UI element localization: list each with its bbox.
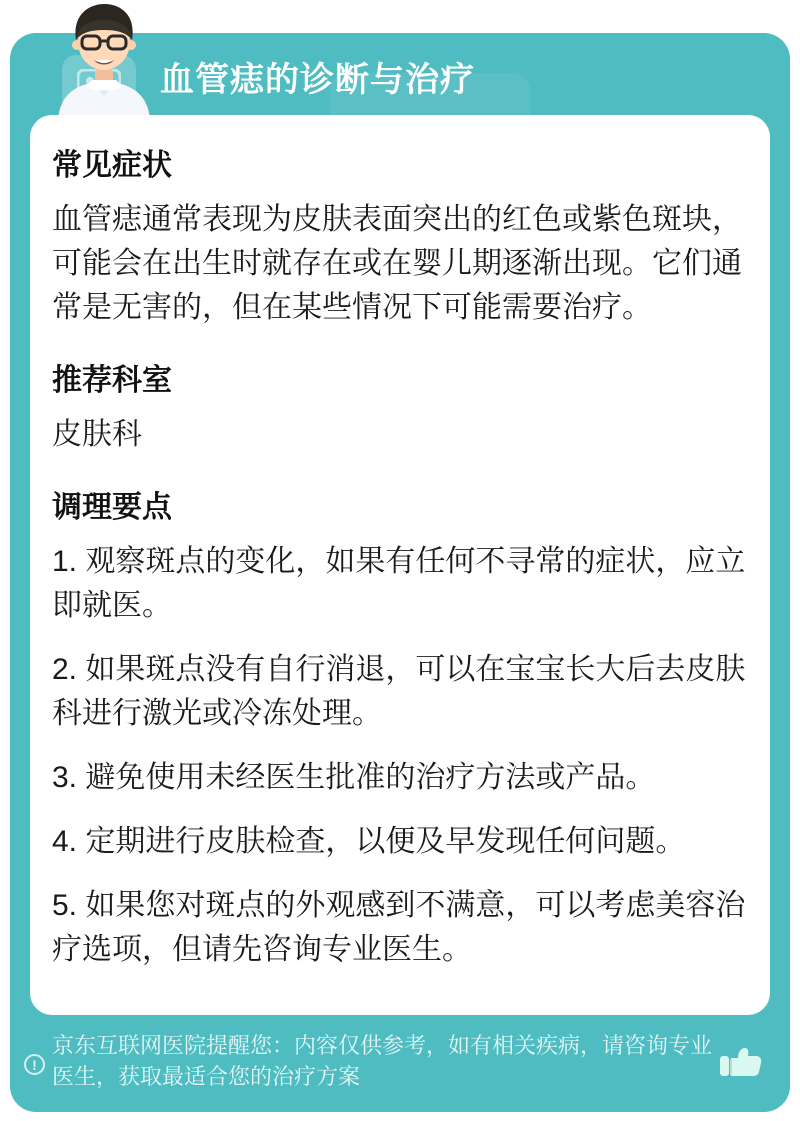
care-point-1: 1. 观察斑点的变化，如果有任何不寻常的症状，应立即就医。 bbox=[52, 545, 746, 622]
section-heading-department: 推荐科室 bbox=[52, 364, 172, 397]
disclaimer-text: 京东互联网医院提醒您：内容仅供参考，如有相关疾病，请咨询专业医生，获取最适合您的治疗方案 bbox=[52, 1033, 713, 1089]
symptoms-paragraph: 血管痣通常表现为皮肤表面突出的红色或紫色斑块，可能会在出生时就存在或在婴儿期逐渐出现。它们通常是无害的，但在某些情况下可能需要治疗。 bbox=[52, 203, 742, 324]
page-title: 血管痣的诊断与治疗 bbox=[160, 61, 475, 99]
care-point-2: 2. 如果斑点没有自行消退，可以在宝宝长大后去皮肤科进行激光或冷冻处理。 bbox=[52, 653, 746, 730]
medical-info-card bbox=[30, 115, 770, 1015]
disclaimer-footer bbox=[24, 1030, 780, 1092]
info-icon: ! bbox=[24, 1054, 45, 1075]
thumbs-up-icon[interactable] bbox=[718, 1046, 764, 1085]
section-heading-care-points: 调理要点 bbox=[52, 491, 172, 524]
section-heading-symptoms: 常见症状 bbox=[52, 149, 172, 182]
care-point-4: 4. 定期进行皮肤检查，以便及早发现任何问题。 bbox=[52, 825, 686, 858]
department-value: 皮肤科 bbox=[52, 418, 142, 451]
doctor-avatar bbox=[46, 0, 162, 120]
care-point-3: 3. 避免使用未经医生批准的治疗方法或产品。 bbox=[52, 761, 656, 794]
care-point-5: 5. 如果您对斑点的外观感到不满意，可以考虑美容治疗选项，但请先咨询专业医生。 bbox=[52, 889, 746, 966]
